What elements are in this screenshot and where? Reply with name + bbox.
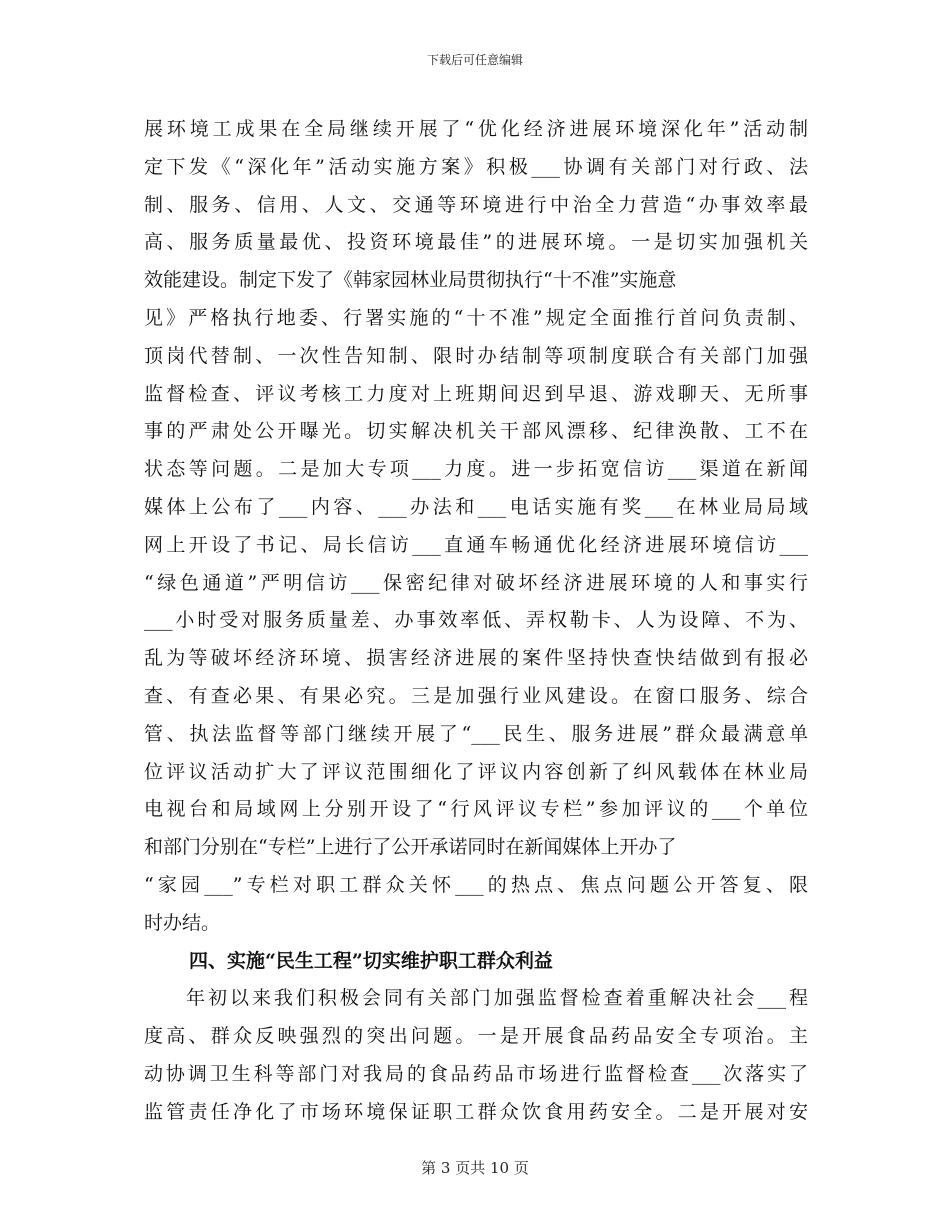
document-body: [144, 111, 808, 1132]
text-line: 动协调卫生科等部门对我局的食品药品市场进行监督检查___次落实了: [144, 1062, 808, 1085]
text-line: ___小时受对服务质量差、办事效率低、弄权勒卡、人为设障、不为、: [144, 609, 808, 632]
text-line: 年初以来我们积极会同有关部门加强监督检查着重解决社会___程: [186, 987, 808, 1010]
text-line: 时办结。: [144, 911, 221, 934]
section-heading: 四、实施“民生工程”切实维护职工群众利益: [189, 949, 553, 972]
text-line: 展环境工成果在全局继续开展了“优化经济进展环境深化年”活动制: [144, 118, 808, 140]
text-line: 位评议活动扩大了评议范围细化了评议内容创新了纠风载体在林业局: [144, 760, 808, 783]
text-line: “家园___”专栏对职工群众关怀___的热点、焦点问题公开答复、限: [144, 873, 808, 896]
text-line: “绿色通道”严明信访___保密纪律对破坏经济进展环境的人和事实行: [144, 571, 808, 594]
text-line: 度高、群众反映强烈的突出问题。一是开展食品药品安全专项治。主: [144, 1025, 808, 1048]
paragraph-1: [144, 111, 808, 943]
text-line: 定下发《“深化年”活动实施方案》积极___协调有关部门对行政、法: [144, 155, 808, 178]
paragraph-2: [144, 980, 808, 1131]
text-line: 查、有查必果、有果必究。三是加强行业风建设。在窗口服务、综合: [144, 684, 808, 707]
text-line: 乱为等破坏经济环境、损害经济进展的案件坚持快查快结做到有报必: [144, 647, 808, 670]
text-line: 顶岗代替制、一次性告知制、限时办结制等项制度联合有关部门加强: [144, 344, 808, 367]
text-line: 管、执法监督等部门继续开展了“___民生、服务进展”群众最满意单: [144, 722, 808, 745]
text-line: 和部门分别在“专栏”上进行了公开承诺同时在新闻媒体上开办了: [144, 836, 677, 859]
text-line: 见》严格执行地委、行署实施的“十不准”规定全面推行首问负责制、: [144, 306, 808, 329]
text-line: 状态等问题。二是加大专项___力度。进一步拓宽信访___渠道在新闻: [144, 458, 808, 481]
text-line: 效能建设。制定下发了《韩家园林业局贯彻执行“十不准”实施意: [144, 269, 677, 292]
page-number: 第 3 页共 10 页: [421, 1159, 529, 1177]
text-line: 高、服务质量最优、投资环境最佳”的进展环境。一是切实加强机关: [144, 231, 808, 254]
text-line: 制、服务、信用、人文、交通等环境进行中治全力营造“办事效率最: [144, 193, 808, 216]
text-line: 电视台和局域网上分别开设了“行风评议专栏”参加评议的___个单位: [144, 798, 808, 821]
page-header-note: 下载后可任意编辑: [426, 53, 523, 67]
text-line: 监管责任净化了市场环境保证职工群众饮食用药安全。二是开展对安: [144, 1100, 808, 1123]
text-line: 网上开设了书记、局长信访___直通车畅通优化经济进展环境信访___: [144, 533, 808, 556]
text-line: 监督检查、评议考核工力度对上班期间迟到早退、游戏聊天、无所事: [144, 382, 808, 405]
text-line: 媒体上公布了___内容、___办法和___电话实施有奖___在林业局局域: [144, 495, 808, 518]
text-line: 事的严肃处公开曝光。切实解决机关干部风漂移、纪律涣散、工不在: [144, 420, 808, 443]
